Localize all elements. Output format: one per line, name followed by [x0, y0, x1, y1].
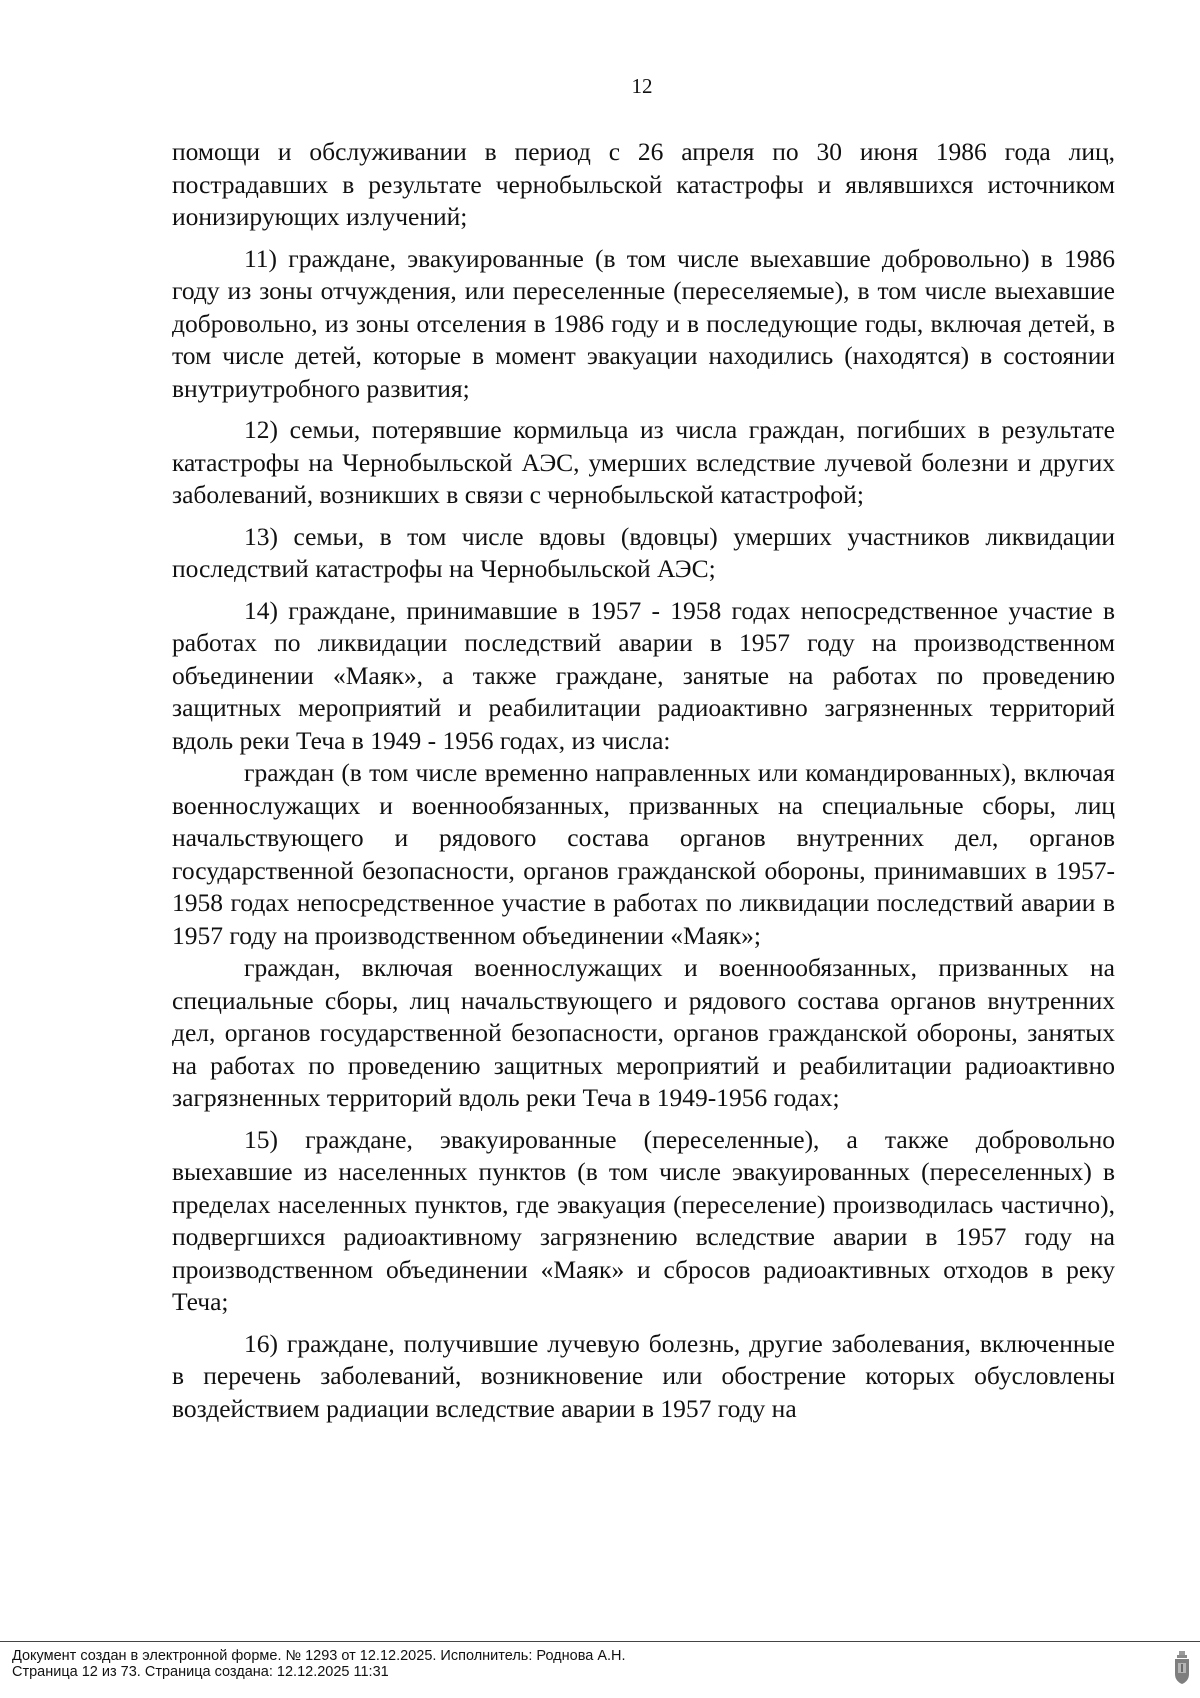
- paragraph-continuation: помощи и обслуживании в период с 26 апреля по 30 июня 1986 года лиц, пострадавших в результате чернобыльской катастрофы и являвшихся источником ионизирующих излучений;: [172, 137, 1115, 231]
- paragraph-item-16: 16) граждане, получившие лучевую болезнь, другие заболевания, включенные в перечень заболеваний, возникновение или обострение которых обусловлены воздействием радиации вследствие аварии в 1957 году на: [172, 1328, 1115, 1423]
- document-footer: [12, 1648, 626, 1680]
- coat-of-arms-icon: [1172, 1650, 1192, 1686]
- paragraph-item-15: 15) граждане, эвакуированные (переселенные), а также добровольно выехавшие из населенных пунктов (в том числе эвакуированных (переселенных) в пределах населенных пунктов, где эвакуация (переселение) производилась частично), подвергшихся радиоактивному загрязнению вследствие аварии в 1957 году на производственном объединении «Маяк» и сбросов радиоактивных отходов в реку Теча;: [172, 1124, 1115, 1316]
- paragraph-item-12: 12) семьи, потерявшие кормильца из числа граждан, погибших в результате катастрофы на Чернобыльской АЭС, умерших вследствие лучевой болезни и других заболеваний, возникших в связи с чернобыльской катастрофой;: [172, 415, 1115, 509]
- footer-line-page-info: Страница 12 из 73. Страница создана: 12.12.2025 11:31: [12, 1664, 389, 1680]
- footer-divider: [0, 1641, 1200, 1642]
- footer-line-document-info: Документ создан в электронной форме. № 1293 от 12.12.2025. Исполнитель: Роднова А.Н.: [12, 1648, 626, 1664]
- paragraph-item-13: 13) семьи, в том числе вдовы (вдовцы) умерших участников ликвидации последствий катастрофы на Чернобыльской АЭС;: [172, 521, 1115, 583]
- paragraph-item-11: 11) граждане, эвакуированные (в том числе выехавшие добровольно) в 1986 году из зоны отчуждения, или переселенные (переселяемые), в том числе выехавшие добровольно, из зоны отселения в 1986 году и в последующие годы, включая детей, в том числе детей, которые в момент эвакуации находились (находятся) в состоянии внутриутробного развития;: [172, 243, 1115, 403]
- paragraph-item-14: 14) граждане, принимавшие в 1957 - 1958 годах непосредственное участие в работах по ликвидации последствий аварии в 1957 году на производственном объединении «Маяк», а также граждане, занятые на работах по проведению защитных мероприятий и реабилитации радиоактивно загрязненных территорий вдоль реки Теча в 1949 - 1956 годах, из числа:: [172, 595, 1115, 755]
- document-body: [172, 136, 1115, 1425]
- paragraph-item-14-sub-2: граждан, включая военнослужащих и военнообязанных, призванных на специальные сборы, лиц начальствующего и рядового состава органов внутренних дел, органов государственной безопасности, органов гражданской обороны, занятых на работах по проведению защитных мероприятий и реабилитации радиоактивно загрязненных территорий вдоль реки Теча в 1949-1956 годах;: [172, 953, 1115, 1112]
- paragraph-item-14-sub-1: граждан (в том числе временно направленных или командированных), включая военнослужащих и военнообязанных, призванных на специальные сборы, лиц начальствующего и рядового состава органов внутренних дел, органов государственной безопасности, органов гражданской обороны, принимавших в 1957-1958 годах непосредственное участие в работах по ликвидации последствий аварии в 1957 году на производственном объединении «Маяк»;: [172, 758, 1115, 950]
- page-number: 12: [631, 74, 653, 98]
